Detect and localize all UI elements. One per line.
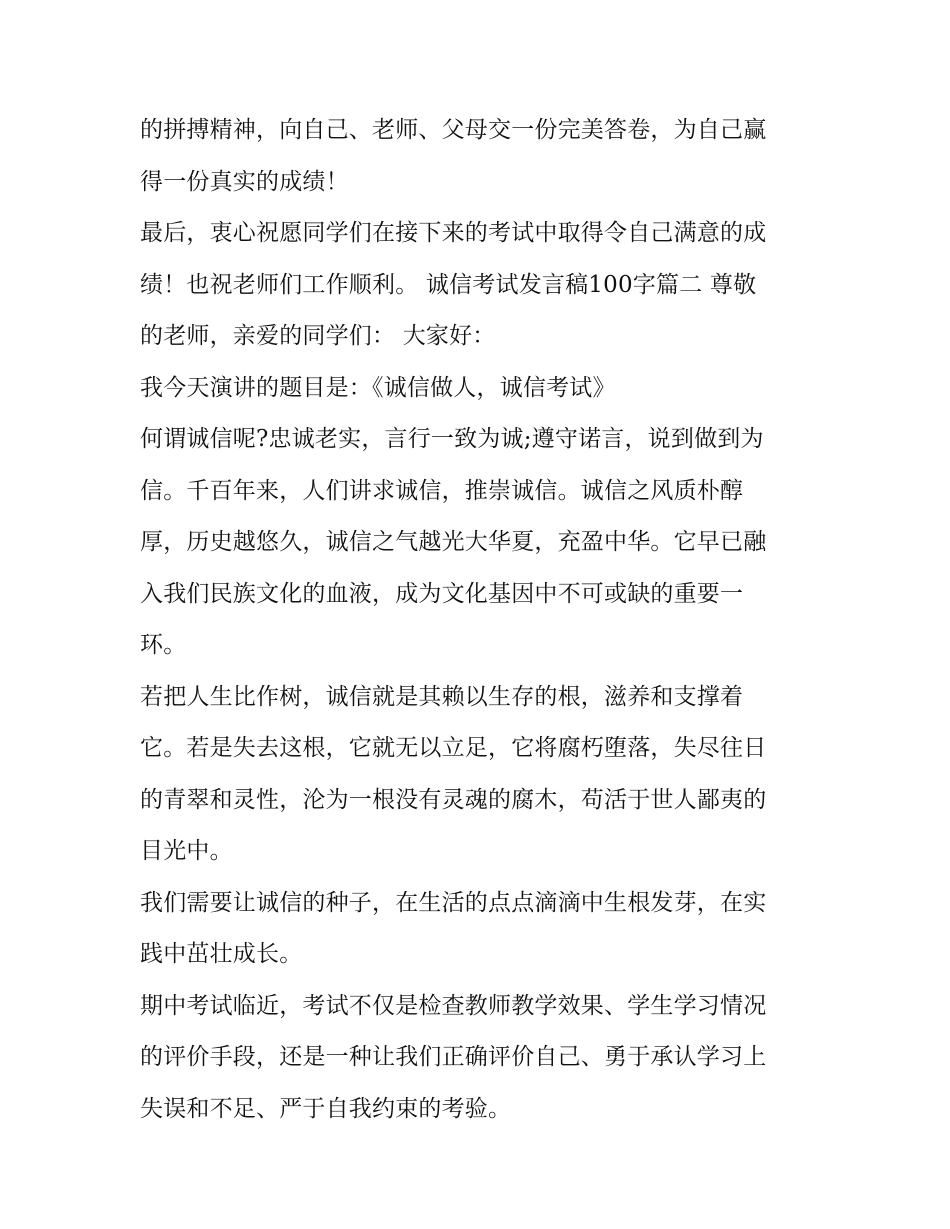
text-line: 的青翠和灵性，沦为一根没有灵魂的腐木，苟活于世人鄙夷的 — [140, 786, 767, 813]
text-line: 厚，历史越悠久，诚信之气越光大华夏，充盈中华。它早已融 — [140, 529, 767, 555]
document-body — [140, 105, 820, 1135]
text-line: 最后，衷心祝愿同学们在接下来的考试中取得令自己满意的成 — [140, 220, 767, 246]
text-line: 我今天演讲的题目是：《诚信做人，诚信考试》 — [140, 374, 616, 401]
text-line: 绩！也祝老师们工作顺利。 诚信考试发言稿100字篇二 尊敬 — [140, 271, 757, 298]
text-line: 得一份真实的成绩！ — [140, 168, 349, 195]
text-line: 的拼搏精神，向自己、老师、父母交一份完美答卷，为自己赢 — [140, 117, 767, 143]
text-line: 目光中。 — [140, 838, 233, 864]
text-line: 期中考试临近，考试不仅是检查教师教学效果、学生学习情况 — [140, 992, 767, 1019]
text-line: 何谓诚信呢?忠诚老实，言行一致为诚;遵守诺言，说到做到为 — [140, 426, 764, 452]
text-line: 的老师，亲爱的同学们： 大家好： — [140, 323, 496, 349]
text-line: 失误和不足、严于自我约束的考验。 — [140, 1095, 512, 1122]
text-line: 它。若是失去这根，它就无以立足，它将腐朽堕落，失尽往日 — [140, 735, 767, 761]
text-line: 践中茁壮成长。 — [140, 941, 303, 967]
text-line: 的评价手段，还是一种让我们正确评价自己、勇于承认学习上 — [140, 1044, 767, 1070]
text-line: 信。千百年来，人们讲求诚信，推崇诚信。诚信之风质朴醇 — [140, 477, 744, 504]
text-line: 若把人生比作树，诚信就是其赖以生存的根，滋养和支撑着 — [140, 683, 744, 710]
text-line: 我们需要让诚信的种子，在生活的点点滴滴中生根发芽，在实 — [140, 889, 767, 916]
text-line: 入我们民族文化的血液，成为文化基因中不可或缺的重要一 — [140, 580, 744, 607]
text-line: 环。 — [140, 632, 187, 658]
